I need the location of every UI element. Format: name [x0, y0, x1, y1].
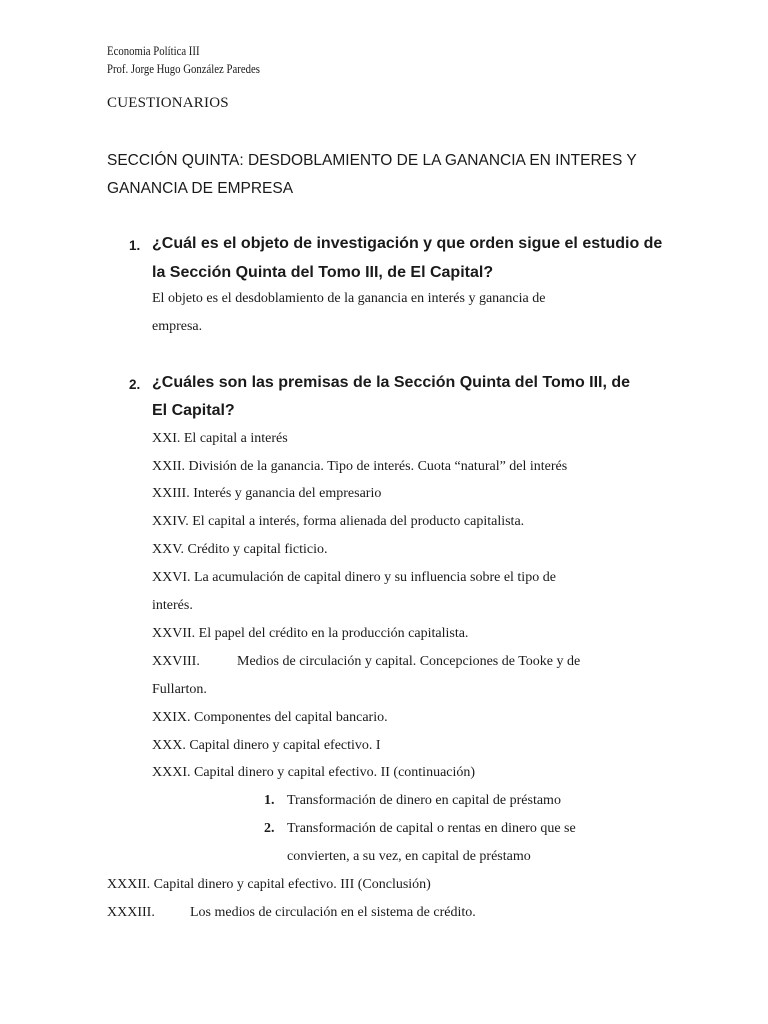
chapter-xxiv: XXIV. El capital a interés, forma alienada del producto capitalista.: [152, 514, 525, 529]
question-1-line1: ¿Cuál es el objeto de investigación y que orden sigue el estudio de: [152, 235, 663, 252]
sublist-1-number: 1.: [264, 793, 275, 808]
section-title-line1: SECCIÓN QUINTA: DESDOBLAMIENTO DE LA GANANCIA EN INTERES Y: [107, 152, 637, 169]
question-2-line2: El Capital?: [152, 402, 235, 419]
sublist-2-line2: convierten, a su vez, en capital de préstamo: [287, 849, 531, 864]
sublist-1-text: Transformación de dinero en capital de préstamo: [287, 793, 561, 808]
chapter-xxvi-line2: interés.: [152, 598, 193, 613]
question-2-number: 2.: [129, 377, 141, 392]
professor-name: Prof. Jorge Hugo González Paredes: [107, 62, 260, 76]
chapter-xxiii: XXIII. Interés y ganancia del empresario: [152, 486, 382, 501]
question-1-number: 1.: [129, 238, 141, 253]
course-name: Economia Política III: [107, 44, 200, 58]
chapter-xxvii: XXVII. El papel del crédito en la producción capitalista.: [152, 626, 469, 641]
chapter-xxxii: XXXII. Capital dinero y capital efectivo. III (Conclusión): [107, 877, 431, 892]
chapter-xxx: XXX. Capital dinero y capital efectivo. I: [152, 738, 381, 753]
chapter-xxv: XXV. Crédito y capital ficticio.: [152, 542, 328, 557]
question-1-line2: la Sección Quinta del Tomo III, de El Capital?: [152, 264, 494, 281]
chapter-xxvi-line1: XXVI. La acumulación de capital dinero y su influencia sobre el tipo de: [152, 570, 556, 585]
chapter-xxxi: XXXI. Capital dinero y capital efectivo. II (continuación): [152, 765, 476, 780]
answer-1-line1: El objeto es el desdoblamiento de la ganancia en interés y ganancia de: [152, 291, 546, 306]
chapter-xxxiii-number: XXXIII.: [107, 905, 155, 920]
chapter-xxi: XXI. El capital a interés: [152, 431, 288, 446]
chapter-xxii: XXII. División de la ganancia. Tipo de interés. Cuota “natural” del interés: [152, 459, 568, 474]
section-title-line2: GANANCIA DE EMPRESA: [107, 180, 294, 197]
chapter-xxviii-number: XXVIII.: [152, 654, 200, 669]
doc-title: CUESTIONARIOS: [107, 95, 229, 111]
sublist-2-number: 2.: [264, 821, 275, 836]
question-2-line1: ¿Cuáles son las premisas de la Sección Quinta del Tomo III, de: [152, 374, 631, 391]
sublist-2-line1: Transformación de capital o rentas en dinero que se: [287, 821, 576, 836]
answer-1-line2: empresa.: [152, 319, 203, 334]
chapter-xxxiii-text: Los medios de circulación en el sistema de crédito.: [190, 905, 476, 920]
chapter-xxviii-line2: Fullarton.: [152, 682, 207, 697]
chapter-xxix: XXIX. Componentes del capital bancario.: [152, 710, 388, 725]
chapter-xxviii-line1: Medios de circulación y capital. Concepciones de Tooke y de: [237, 654, 581, 669]
